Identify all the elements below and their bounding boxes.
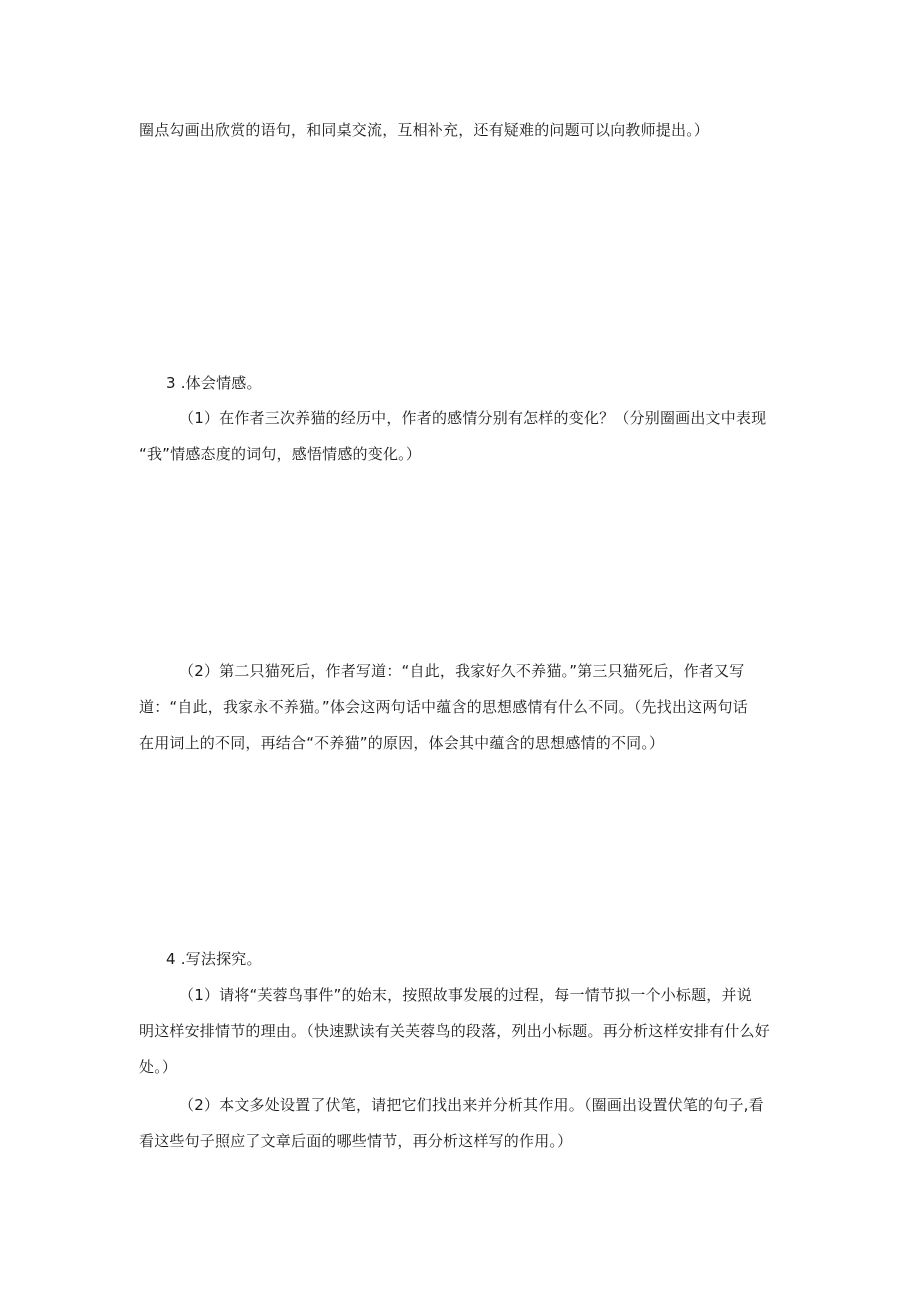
section-4-question-1-line-1: （1）请将“芙蓉鸟事件”的始末，按照故事发展的过程，每一情节拟一个小标题，并说: [179, 986, 752, 1004]
section-3-heading: 3 .体会情感。: [166, 374, 262, 392]
continuation-text: 圈点勾画出欣赏的语句，和同桌交流，互相补充，还有疑难的问题可以向教师提出。）: [139, 121, 710, 139]
section-3-question-1-line-2: “我”情感态度的词句，感悟情感的变化。）: [139, 445, 422, 463]
section-4-question-1-line-3: 处。）: [139, 1058, 178, 1076]
section-3-question-2-line-3: 在用词上的不同，再结合“不养猫”的原因，体会其中蕴含的思想感情的不同。）: [139, 734, 665, 752]
section-3-question-2-line-1: （2）第二只猫死后，作者写道：“自此，我家好久不养猫。”第三只猫死后，作者又写: [179, 662, 745, 680]
section-4-heading: 4 .写法探究。: [166, 950, 262, 968]
section-3-question-1-line-1: （1）在作者三次养猫的经历中，作者的感情分别有怎样的变化？（分别圈画出文中表现: [179, 409, 767, 427]
section-4-question-2-line-2: 看这些句子照应了文章后面的哪些情节，再分析这样写的作用。）: [139, 1132, 573, 1150]
section-4-question-1-line-2: 明这样安排情节的理由。（快速默读有关芙蓉鸟的段落，列出小标题。再分析这样安排有什么好: [139, 1022, 770, 1040]
section-3-question-2-line-2: 道：“自此，我家永不养猫。”体会这两句话中蕴含的思想感情有什么不同。（先找出这两句话: [139, 698, 748, 716]
section-4-question-2-line-1: （2）本文多处设置了伏笔，请把它们找出来并分析其作用。（圈画出设置伏笔的句子,看: [179, 1096, 764, 1114]
